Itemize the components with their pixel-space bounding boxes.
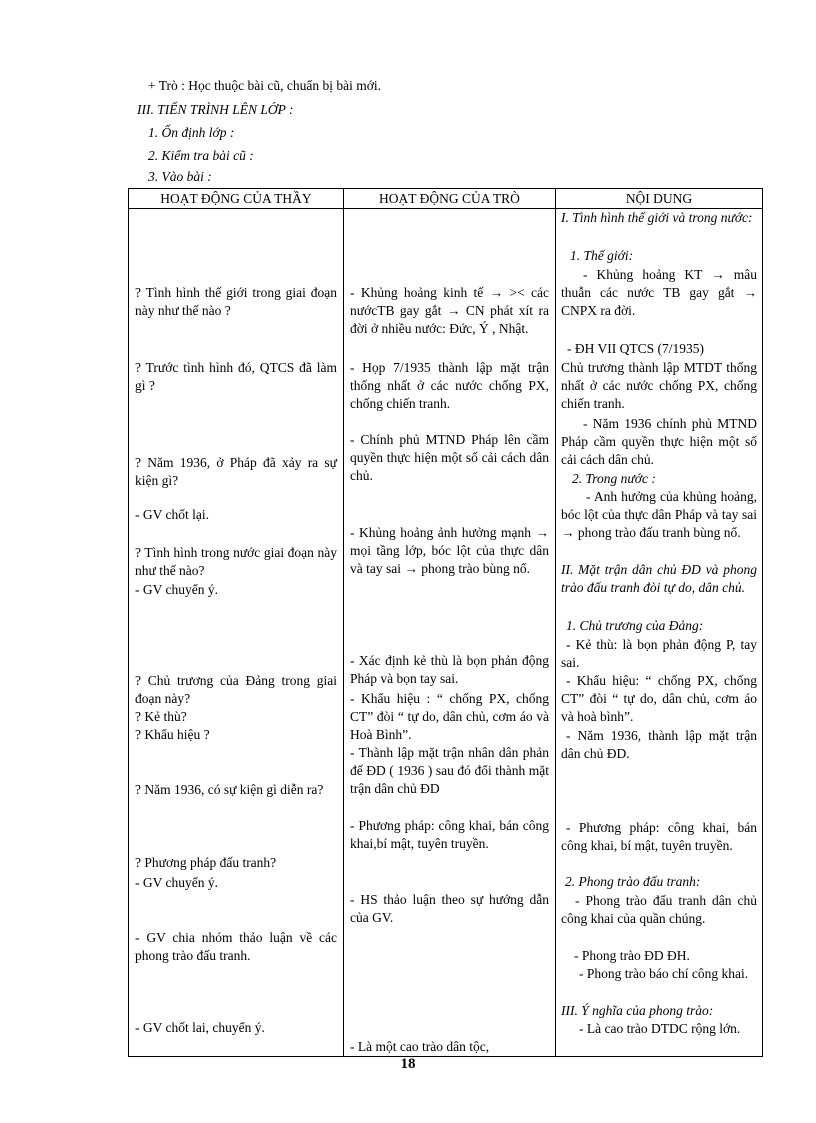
teacher-q2: ? Trước tình hình đó, QTCS đã làm gì ? [135, 360, 337, 394]
section-heading: III. TIẾN TRÌNH LÊN LỚP : [137, 102, 294, 117]
content-h1a: 1. Thế giới: [570, 248, 634, 263]
content-h2: II. Mặt trận dân chủ ĐD và phong trào đấu tranh đòi tự do, dân chủ. [561, 562, 757, 596]
student-a3: - Chính phủ MTND Pháp lên cầm quyền thực hiện một số cải cách dân chủ. [350, 432, 549, 484]
teacher-note1: - GV chốt lại. [135, 507, 209, 522]
teacher-q9: ? Phương pháp đấu tranh? [135, 855, 277, 870]
header-teacher: HOẠT ĐỘNG CỦA THẦY [129, 189, 344, 209]
content-p1: - Khủng hoảng KT → mâu thuẫn các nước TB gay gắt → CNPX ra đời. [561, 267, 757, 319]
teacher-q7: ? Khẩu hiệu ? [135, 727, 210, 742]
content-p12: - Là cao trào DTDC rộng lớn. [579, 1021, 741, 1036]
content-p5: - Kẻ thù: là bọn phản động P, tay sai. [561, 637, 757, 671]
content-h1: I. Tình hình thế giới và trong nước: [561, 210, 753, 225]
step-3: 3. Vào bài : [148, 169, 212, 184]
teacher-q4: ? Tình hình trong nước giai đoạn này như thế nào? [135, 545, 337, 579]
content-p7: - Năm 1936, thành lập mặt trận dân chủ ĐD. [561, 728, 757, 762]
teacher-q8: ? Năm 1936, có sự kiện gì diễn ra? [135, 782, 324, 797]
step-1: 1. Ổn định lớp : [148, 125, 235, 140]
teacher-q1: ? Tình hình thế giới trong giai đoạn này như thế nào ? [135, 285, 337, 319]
content-p6: - Khẩu hiệu: “ chống PX, chống CT” đòi “ tự do, dân chủ, cơm áo và hoà bình”. [561, 673, 757, 725]
teacher-q6: ? Kẻ thù? [135, 709, 187, 724]
student-a7: - Thành lập mặt trận nhân dân phản đế ĐD ( 1936 ) sau đó đổi thành mặt trận dân chủ ĐD [350, 745, 549, 797]
student-a8: - Phương pháp: công khai, bán công khai,bí mật, tuyên truyền. [350, 818, 549, 852]
content-p2b: Chủ trương thành lập MTDT thống nhất ở các nước chống PX, chống chiến tranh. [561, 360, 757, 412]
header-content: NỘI DUNG [556, 189, 763, 209]
student-a4: - Khủng hoảng ảnh hưởng mạnh → mọi tầng lớp, bóc lột của thực dân và tay sai → phong trào bùng nổ. [350, 525, 549, 577]
content-p3: - Năm 1936 chính phủ MTND Pháp cầm quyền thực hiện một số cải cách dân chủ. [561, 416, 757, 468]
teacher-q3: ? Năm 1936, ở Pháp đã xảy ra sự kiện gì? [135, 455, 337, 489]
student-a5: - Xác định kẻ thù là bọn phản động Pháp và bọn tay sai. [350, 653, 549, 687]
content-h2a: 1. Chủ trương của Đảng: [566, 618, 704, 633]
step-2: 2. Kiểm tra bài cũ : [148, 148, 254, 163]
content-p4: - Anh hưởng của khủng hoảng, bóc lột của thực dân Pháp và tay sai → phong trào đấu tranh bùng nổ. [561, 489, 757, 541]
teacher-note3: - GV chuyển ý. [135, 875, 218, 890]
page-number: 18 [400, 1056, 416, 1072]
student-a1: - Khủng hoảng kinh tế → >< các nướcTB gay gắt → CN phát xít ra đời ở nhiều nước: Đức, Ý , Nhật. [350, 285, 549, 337]
student-a10: - Là một cao trào dân tộc, [350, 1039, 490, 1054]
content-p2a: - ĐH VII QTCS (7/1935) [567, 341, 704, 356]
student-column [344, 209, 556, 1057]
student-a9: - HS thảo luận theo sự hướng dẫn của GV. [350, 892, 549, 926]
teacher-note4: - GV chốt lai, chuyển ý. [135, 1020, 265, 1035]
content-p9: - Phong trào đấu tranh dân chủ công khai của quần chúng. [561, 893, 757, 927]
teacher-column [129, 209, 344, 1057]
header-student: HOẠT ĐỘNG CỦA TRÒ [344, 189, 556, 209]
content-column [556, 209, 763, 1057]
teacher-group: - GV chia nhóm thảo luận về các phong trào đấu tranh. [135, 930, 337, 964]
content-p11: - Phong trào báo chí công khai. [579, 966, 749, 981]
student-a6: - Khẩu hiệu : “ chống PX, chống CT” đòi “ tự do, dân chủ, cơm áo và Hoà Bình”. [350, 691, 549, 743]
teacher-note2: - GV chuyển ý. [135, 582, 218, 597]
content-p8: - Phương pháp: công khai, bán công khai, bí mật, tuyên truyền. [561, 820, 757, 854]
teacher-q5: ? Chủ trương của Đảng trong giai đoạn này? [135, 673, 337, 707]
student-a2: - Họp 7/1935 thành lập mặt trận thống nhất ở các nước chống PX, chống chiến tranh. [350, 360, 549, 412]
lesson-table [128, 188, 763, 1057]
content-h1b: 2. Trong nước : [572, 471, 656, 486]
content-h2b: 2. Phong trào đấu tranh: [565, 874, 701, 889]
content-p10: - Phong trào ĐD ĐH. [574, 948, 690, 963]
content-h3: III. Ý nghĩa của phong trào: [561, 1003, 714, 1018]
tro-prep-line: + Trò : Học thuộc bài cũ, chuẩn bị bài mới. [148, 78, 381, 93]
